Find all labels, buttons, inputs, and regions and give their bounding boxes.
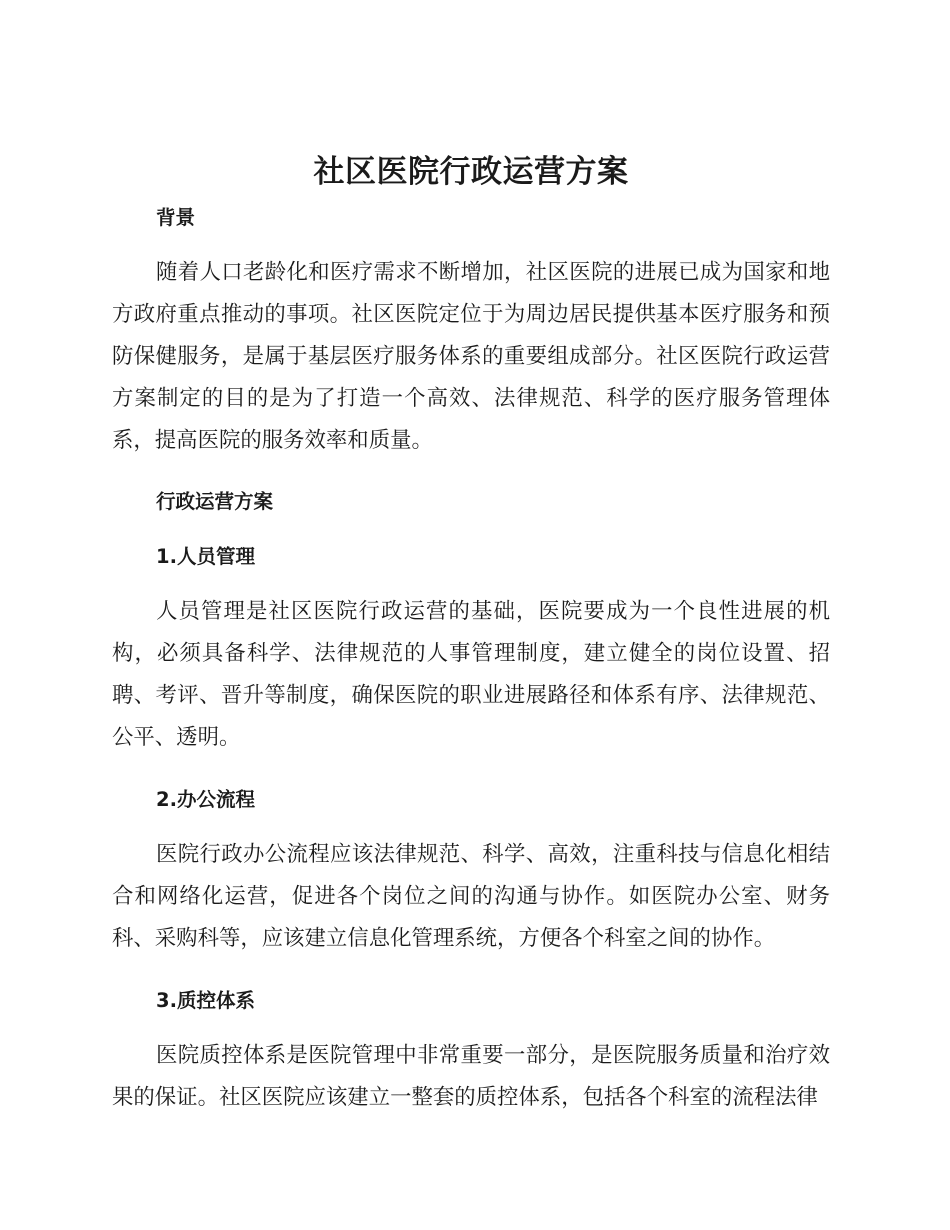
- section-heading-operations-plan: 行政运营方案: [156, 490, 274, 513]
- section-heading-personnel-management: 1.人员管理: [156, 545, 255, 568]
- document-page: [112, 150, 830, 1119]
- paragraph-personnel-management: 人员管理是社区医院行政运营的基础，医院要成为一个良性进展的机构，必须具备科学、法律规范的人事管理制度，建立健全的岗位设置、招聘、考评、晋升等制度，确保医院的职业进展路径和体系有序、法律规范、公平、透明。: [112, 599, 830, 750]
- paragraph-quality-control: 医院质控体系是医院管理中非常重要一部分，是医院服务质量和治疗效果的保证。社区医院应该建立一整套的质控体系，包括各个科室的流程法律: [112, 1043, 830, 1110]
- section-heading-quality-control: 3.质控体系: [156, 989, 255, 1012]
- document-title: 社区医院行政运营方案: [313, 154, 629, 190]
- section-heading-background: 背景: [156, 206, 196, 229]
- paragraph-background: 随着人口老龄化和医疗需求不断增加，社区医院的进展已成为国家和地方政府重点推动的事项。社区医院定位于为周边居民提供基本医疗服务和预防保健服务，是属于基层医疗服务体系的重要组成部分。社区医院行政运营方案制定的目的是为了打造一个高效、法律规范、科学的医疗服务管理体系，提高医院的服务效率和质量。: [112, 260, 830, 453]
- paragraph-office-workflow: 医院行政办公流程应该法律规范、科学、高效，注重科技与信息化相结合和网络化运营，促进各个岗位之间的沟通与协作。如医院办公室、财务科、采购科等，应该建立信息化管理系统，方便各个科室之间的协作。: [112, 842, 830, 951]
- section-heading-office-workflow: 2.办公流程: [156, 788, 255, 811]
